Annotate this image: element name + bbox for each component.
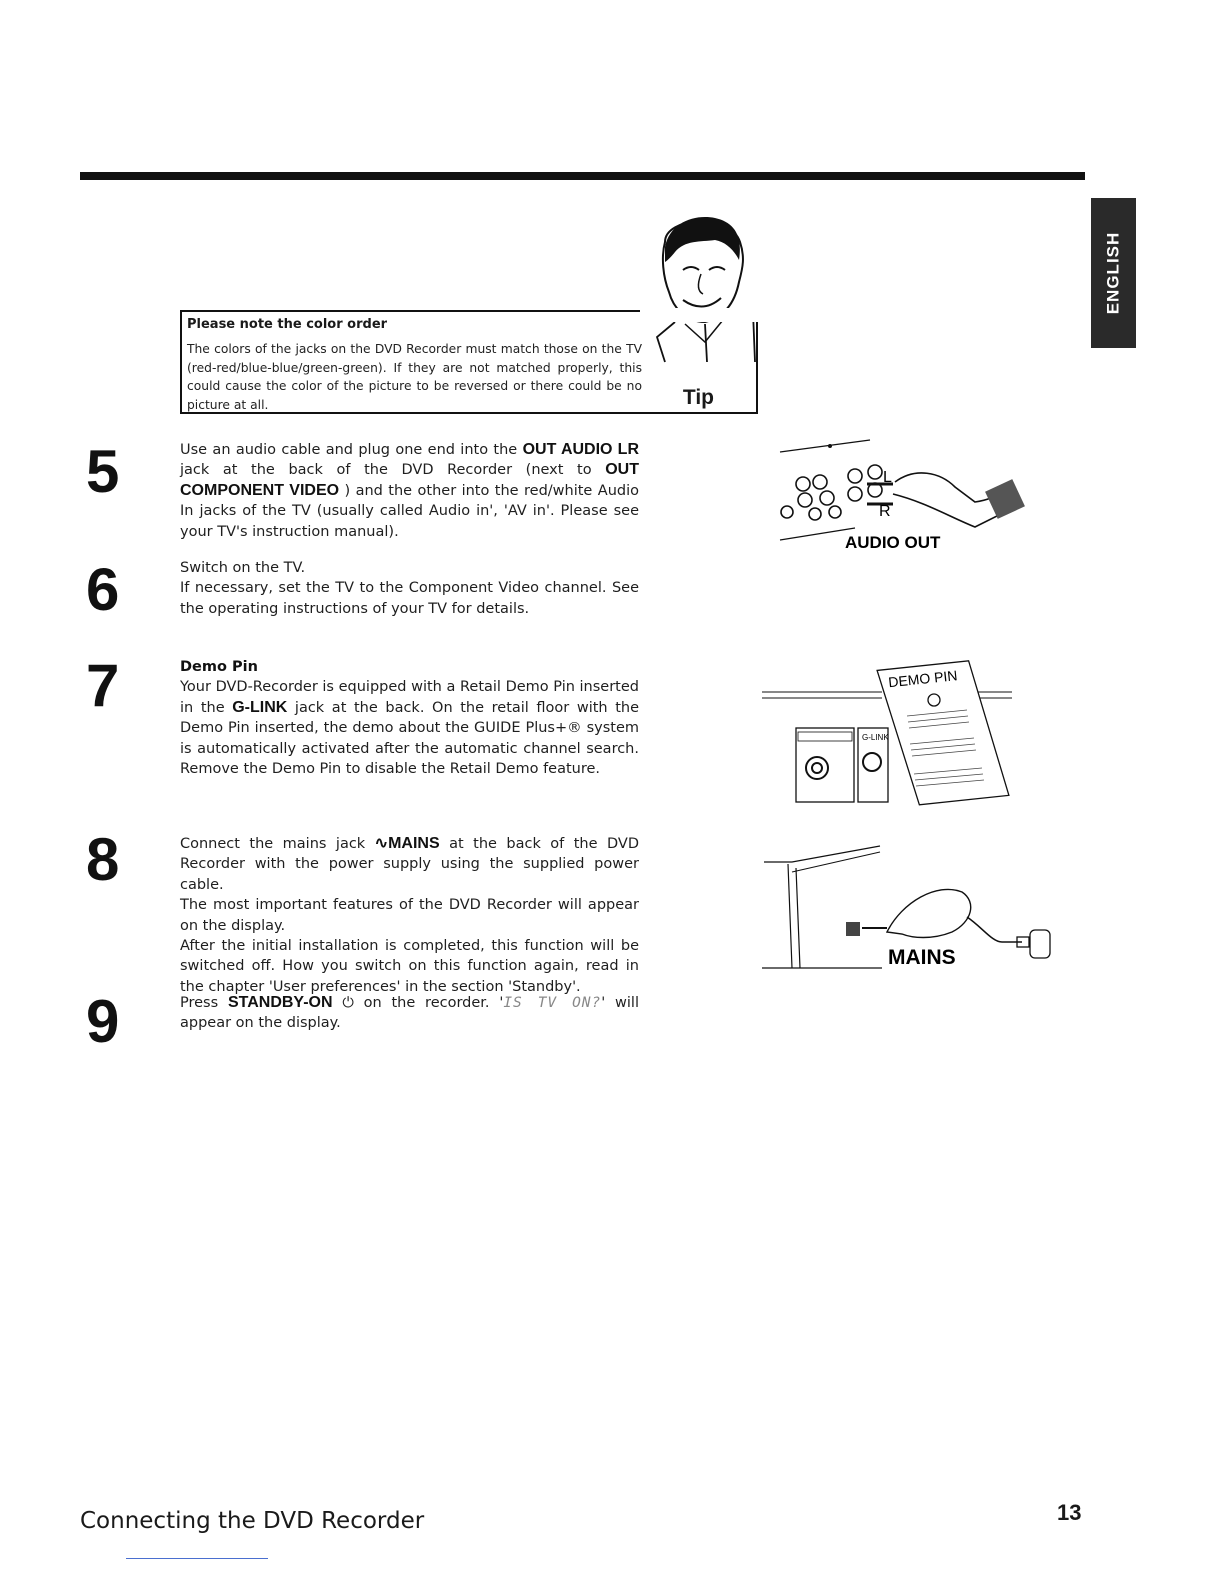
language-label: ENGLISH (1103, 231, 1123, 315)
audio-l-label: L (883, 469, 892, 486)
audio-out-illustration (775, 432, 1035, 557)
tip-label: Tip (682, 386, 714, 409)
audio-r-label: R (879, 503, 891, 520)
page-number: 13 (1057, 1500, 1082, 1525)
power-icon: ⏻ (342, 995, 354, 1011)
header-rule (80, 172, 1085, 180)
mains-illustration (762, 842, 1052, 972)
g-link-jack-label: G-LINK (862, 733, 889, 742)
tip-body: The colors of the jacks on the DVD Recorder must match those on the TV (red-red/blue-blue/green-green). If they are not matched properly, this could cause the color of the picture to be reversed or there could be no picture at all. (187, 342, 642, 412)
demo-pin-heading: Demo Pin (180, 659, 258, 675)
out-audio-lr-label: OUT AUDIO LR (522, 441, 639, 458)
standby-on-label: STANDBY-ON (227, 994, 333, 1011)
step-9-text: Press STANDBY-ON ⏻ on the recorder. 'IS TV ON?' will appear on the display. (180, 994, 639, 1032)
tip-title: Please note the color order (187, 317, 388, 332)
step-number-7: 7 (86, 652, 120, 719)
step-8-text: Connect the mains jack ∿MAINS at the back of the DVD Recorder with the power supply using the supplied power cable. The most important features of the DVD Recorder will appear on the display. After the initial installation is completed, this function will be switched off. How you switch on this function again, read in the chapter 'User preferences' in the section 'Standby'. (180, 835, 639, 995)
footer-underline (126, 1558, 268, 1559)
display-message: IS TV ON? (503, 995, 602, 1011)
step-6-text: Switch on the TV. If necessary, set the TV to the Component Video channel. See the operating instructions of your TV for details. (180, 560, 639, 617)
step-number-8: 8 (86, 826, 120, 893)
step-5-text: Use an audio cable and plug one end into the OUT AUDIO LR jack at the back of the DVD Recorder (next to OUT COMPONENT VIDEO ) and the other into the red/white Audio In jacks of the TV (usually called Audio in', 'AV in'. Please see your TV's instruction manual). (180, 441, 640, 540)
out-component-video-label: OUT COMPONENT VIDEO (180, 461, 639, 499)
section-title: Connecting the DVD Recorder (80, 1508, 425, 1534)
step-7-text: Demo Pin Your DVD-Recorder is equipped with a Retail Demo Pin inserted in the G-LINK jack at the back. On the retail floor with the Demo Pin inserted, the demo about the GUIDE Plus+® system is automatically activated after the automatic channel search. Remove the Demo Pin to disable the Retail Demo feature. (180, 659, 640, 778)
step-number-5: 5 (86, 438, 120, 505)
step-number-6: 6 (86, 556, 120, 623)
demo-pin-illustration (762, 658, 1014, 808)
demo-pin-card-label: DEMO PIN (887, 667, 959, 691)
mains-illustration-label: MAINS (888, 946, 956, 969)
audio-out-label: AUDIO OUT (845, 533, 941, 552)
mains-label: ∿MAINS (374, 835, 440, 852)
tip-box (180, 310, 758, 414)
step-number-9: 9 (86, 988, 120, 1055)
g-link-label: G-LINK (232, 698, 288, 716)
language-tab (1091, 198, 1136, 348)
